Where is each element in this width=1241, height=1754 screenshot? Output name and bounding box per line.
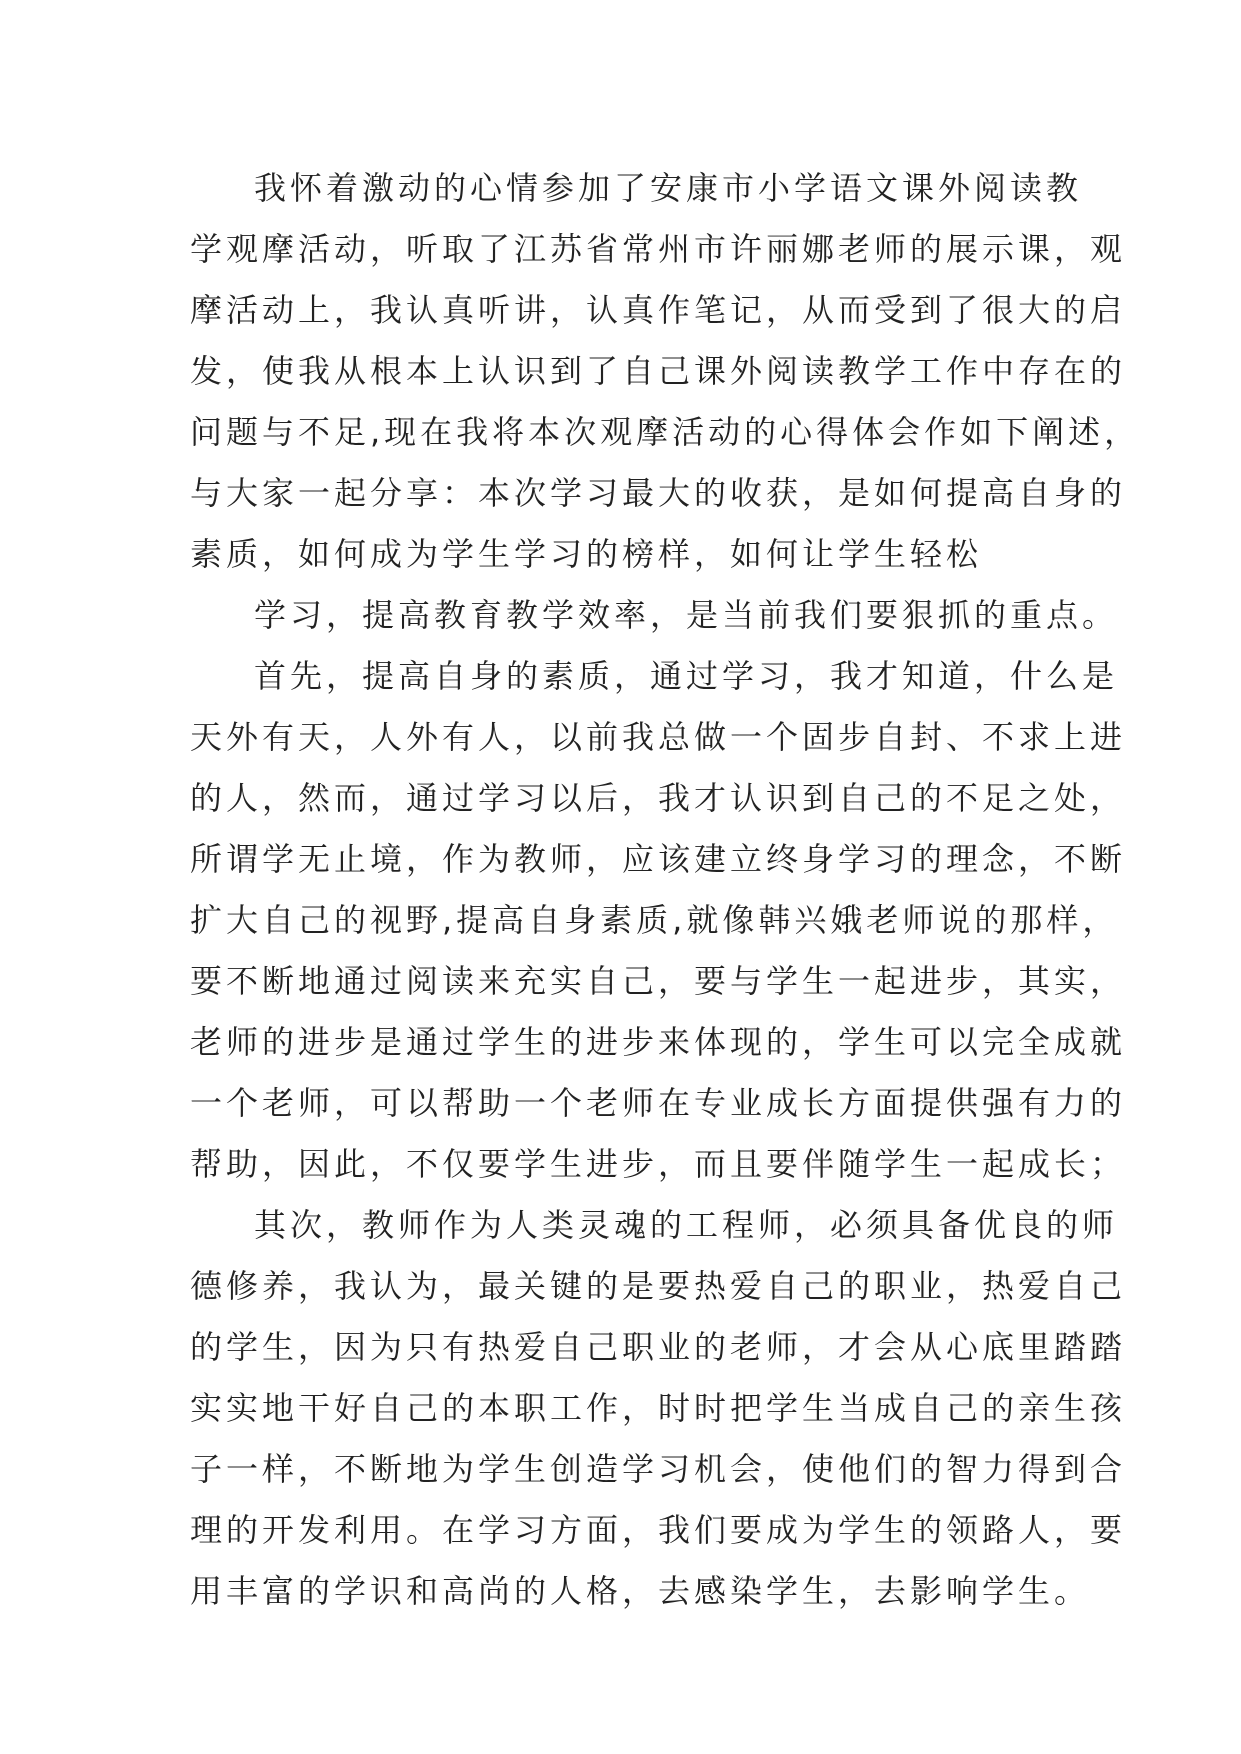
text-line: 其次，教师作为人类灵魂的工程师，必须具备优良的师 [254,1206,1119,1244]
text-line: 要不断地通过阅读来充实自己，要与学生一起进步，其实， [190,962,1127,1000]
text-line: 素质，如何成为学生学习的榜样，如何让学生轻松 [190,535,983,573]
text-line: 子一样，不断地为学生创造学习机会，使他们的智力得到合 [190,1450,1127,1488]
text-line: 首先，提高自身的素质，通过学习，我才知道，什么是 [254,657,1119,695]
text-line: 用丰富的学识和高尚的人格，去感染学生，去影响学生。 [190,1572,1091,1610]
text-line: 的人，然而，通过学习以后，我才认识到自己的不足之处， [190,779,1127,817]
text-line: 学习，提高教育教学效率，是当前我们要狠抓的重点。 [254,596,1119,634]
text-line: 德修养，我认为，最关键的是要热爱自己的职业，热爱自己 [190,1267,1127,1305]
text-line: 问题与不足,现在我将本次观摩活动的心得体会作如下阐述， [190,413,1141,451]
text-line: 老师的进步是通过学生的进步来体现的，学生可以完全成就 [190,1023,1127,1061]
text-line: 摩活动上，我认真听讲，认真作笔记，从而受到了很大的启 [190,291,1127,329]
text-line: 帮助，因此，不仅要学生进步，而且要伴随学生一起成长； [190,1145,1127,1183]
text-line: 发，使我从根本上认识到了自己课外阅读教学工作中存在的 [190,352,1127,390]
text-line: 与大家一起分享：本次学习最大的收获，是如何提高自身的 [190,474,1127,512]
text-line: 扩大自己的视野,提高自身素质,就像韩兴娥老师说的那样， [190,901,1119,939]
text-line: 学观摩活动，听取了江苏省常州市许丽娜老师的展示课，观 [190,230,1127,268]
text-line: 实实地干好自己的本职工作，时时把学生当成自己的亲生孩 [190,1389,1127,1427]
text-line: 的学生，因为只有热爱自己职业的老师，才会从心底里踏踏 [190,1328,1127,1366]
text-line: 所谓学无止境，作为教师，应该建立终身学习的理念，不断 [190,840,1127,878]
text-line: 一个老师，可以帮助一个老师在专业成长方面提供强有力的 [190,1084,1127,1122]
document-body [190,158,1141,1622]
text-line: 天外有天，人外有人，以前我总做一个固步自封、不求上进 [190,718,1127,756]
text-line: 理的开发利用。在学习方面，我们要成为学生的领路人，要 [190,1511,1127,1549]
text-line: 我怀着激动的心情参加了安康市小学语文课外阅读教 [254,169,1083,207]
